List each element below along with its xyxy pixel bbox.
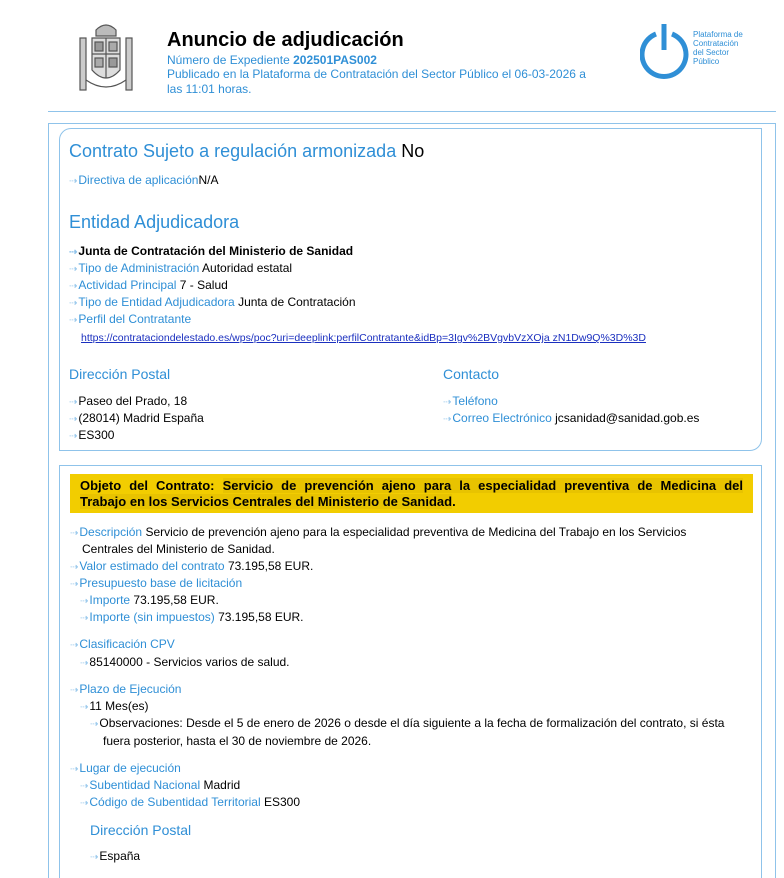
arrow-icon: ⇢ [69,264,78,275]
tipo-admin-row: ⇢Tipo de Administración Autoridad estatal [69,261,293,275]
arrow-icon: ⇢ [80,613,89,624]
arrow-icon: ⇢ [80,798,89,809]
arrow-icon: ⇢ [69,397,78,408]
perfil-row: ⇢Perfil del Contratante [69,312,192,326]
plazo-row: ⇢Plazo de Ejecución [70,682,182,696]
arrow-icon: ⇢ [70,685,79,696]
city-row: ⇢(28014) Madrid España [69,411,204,425]
arrow-icon: ⇢ [80,781,89,792]
codigo-row: ⇢Código de Subentidad Territorial ES300 [80,795,300,809]
descripcion-row: ⇢Descripción Servicio de prevención ajeno para la especialidad preventiva de Medicina del Trabajo en los Servicios [70,525,687,539]
cpv-value-row: ⇢85140000 - Servicios varios de salud. [80,655,290,669]
arrow-icon: ⇢ [70,528,79,539]
arrow-icon: ⇢ [69,414,78,425]
directiva-row: ⇢Directiva de aplicaciónN/A [69,173,219,187]
arrow-icon: ⇢ [69,298,78,309]
arrow-icon: ⇢ [90,852,99,863]
perfil-contratante-link[interactable]: https://contrataciondelestado.es/wps/poc?uri=deeplink:perfilContratante&idBp=3Igv%2BVgvbVzXOja zN1Dw9Q%3D%3D [81,332,646,344]
arrow-icon: ⇢ [70,764,79,775]
correo-row: ⇢Correo Electrónico jcsanidad@sanidad.gob.es [443,411,700,425]
plazo-value-row: ⇢11 Mes(es) [80,699,149,713]
objeto-direccion-heading: Dirección Postal [90,822,192,838]
objeto-banner: Objeto del Contrato: Servicio de prevención ajeno para la especialidad preventiva de Medicina del Trabajo en los Servicios Centrales del Ministerio de Sanidad. [70,474,753,513]
street-row: ⇢Paseo del Prado, 18 [69,394,188,408]
lugar-row: ⇢Lugar de ejecución [70,761,181,775]
published-line-1: Publicado en la Plataforma de Contratación del Sector Público el 06-03-2026 a [167,67,586,81]
arrow-icon: ⇢ [70,579,79,590]
actividad-row: ⇢Actividad Principal 7 - Salud [69,278,228,292]
expediente-value: 202501PAS002 [293,53,377,67]
importe-row: ⇢Importe 73.195,58 EUR. [80,593,219,607]
arrow-icon: ⇢ [69,315,78,326]
arrow-icon: ⇢ [80,702,89,713]
entidad-heading: Entidad Adjudicadora [69,212,240,232]
header-divider [48,111,776,112]
subentidad-row: ⇢Subentidad Nacional Madrid [80,778,241,792]
document-header [0,0,784,112]
arrow-icon: ⇢ [69,247,78,258]
platform-logo-text: Plataforma de Contratación del Sector Público [693,30,743,66]
observaciones-row: ⇢Observaciones: Desde el 5 de enero de 2026 o desde el día siguiente a la fecha de formalización del contrato, si ésta [90,716,725,730]
nuts-row: ⇢ES300 [69,428,115,442]
perfil-link-row [81,329,646,347]
tipo-entidad-row: ⇢Tipo de Entidad Adjudicadora Junta de Contratación [69,295,356,309]
contacto-heading: Contacto [443,366,500,382]
cpv-row: ⇢Clasificación CPV [70,637,175,651]
entidad-name-row: ⇢Junta de Contratación del Ministerio de Sanidad [69,244,354,258]
arrow-icon: ⇢ [80,596,89,607]
pais-row: ⇢España [90,849,141,863]
presupuesto-row: ⇢Presupuesto base de licitación [70,576,243,590]
arrow-icon: ⇢ [90,719,99,730]
arrow-icon: ⇢ [70,640,79,651]
published-line-2: las 11:01 horas. [167,82,252,96]
arrow-icon: ⇢ [69,176,78,187]
page-title: Anuncio de adjudicación [167,29,404,51]
arrow-icon: ⇢ [69,281,78,292]
expediente-line [167,53,377,68]
descripcion-row-2: Centrales del Ministerio de Sanidad. [82,542,275,556]
telefono-row: ⇢Teléfono [443,394,498,408]
valor-row: ⇢Valor estimado del contrato 73.195,58 EUR. [70,559,314,573]
arrow-icon: ⇢ [443,414,452,425]
expediente-label: Número de Expediente [167,53,290,67]
arrow-icon: ⇢ [80,658,89,669]
arrow-icon: ⇢ [69,431,78,442]
direccion-heading: Dirección Postal [69,366,171,382]
coat-of-arms-icon [78,20,134,98]
importe-sin-row: ⇢Importe (sin impuestos) 73.195,58 EUR. [80,610,304,624]
arrow-icon: ⇢ [70,562,79,573]
contrato-sujeto-heading: Contrato Sujeto a regulación armonizada No [69,141,425,161]
observaciones-row-2: fuera posterior, hasta el 30 de noviembre de 2026. [103,734,372,748]
arrow-icon: ⇢ [443,397,452,408]
